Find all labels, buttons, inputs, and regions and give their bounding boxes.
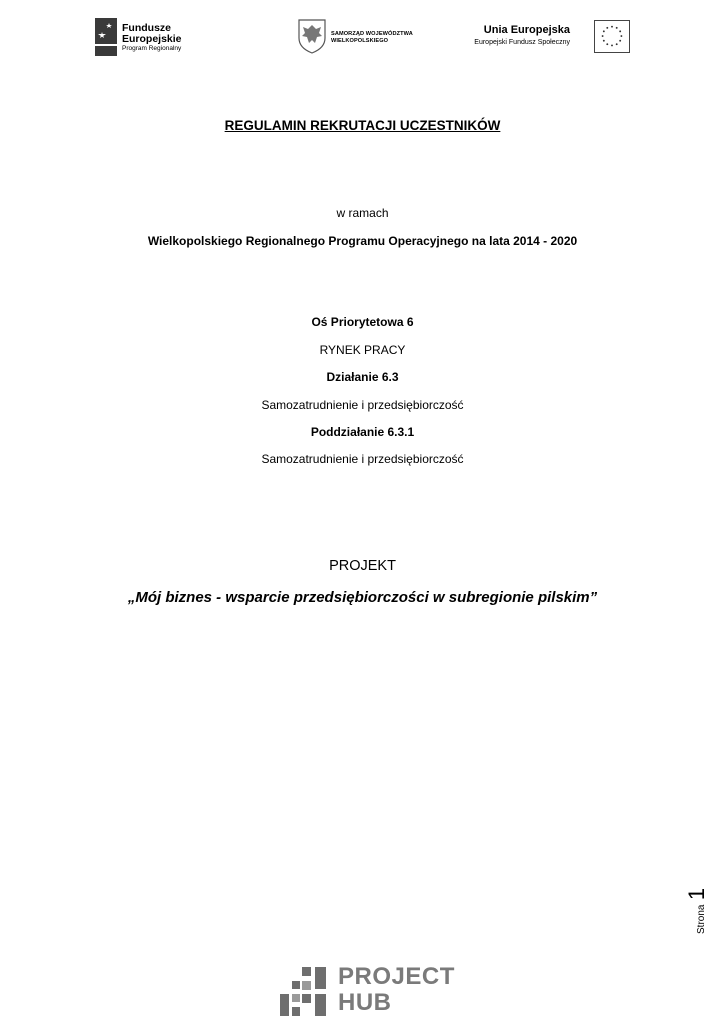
eagle-crest-icon	[297, 18, 327, 54]
fundusze-europejskie-logo	[95, 18, 195, 58]
samorzad-logo	[297, 18, 427, 56]
footer-line1: PROJECT	[338, 963, 455, 990]
project-hub-logo	[280, 963, 455, 1019]
w-ramach-text: w ramach	[336, 206, 389, 220]
ue-title: Unia Europejska	[483, 24, 570, 36]
poddzialanie-name: Samozatrudnienie i przedsiębiorczość	[261, 452, 464, 466]
page-number	[684, 884, 714, 944]
program-name: Wielkopolskiego Regionalnego Programu Operacyjnego na lata 2014 - 2020	[147, 234, 578, 248]
ue-sub: Europejski Fundusz Społeczny	[474, 39, 570, 46]
samorzad-line1: SAMORZĄD WOJEWÓDZTWA	[331, 31, 413, 37]
footer-line2: HUB	[338, 989, 392, 1016]
projekt-name: „Mój biznes - wsparcie przedsiębiorczości w subregionie pilskim”	[127, 589, 598, 606]
fe-logo-line1: Fundusze	[122, 22, 171, 34]
poddzialanie-label: Poddziałanie 6.3.1	[310, 425, 415, 439]
fe-logo-line2: Europejskie	[122, 33, 182, 45]
fe-star-icon	[95, 18, 117, 56]
os-priorytetowa-name: RYNEK PRACY	[319, 343, 406, 357]
eu-flag-icon	[594, 20, 630, 53]
unia-europejska-logo	[460, 20, 630, 56]
document-title: REGULAMIN REKRUTACJI UCZESTNIKÓW	[224, 118, 501, 133]
page-number-value: 1	[684, 887, 709, 901]
dzialanie-name: Samozatrudnienie i przedsiębiorczość	[261, 398, 464, 412]
project-hub-mark-icon	[280, 967, 330, 1017]
fe-logo-sub: Program Regionalny	[122, 45, 182, 52]
page-number-label: Strona	[696, 904, 707, 934]
samorzad-line2: WIELKOPOLSKIEGO	[331, 37, 389, 44]
os-priorytetowa-label: Oś Priorytetowa 6	[311, 315, 414, 329]
projekt-label: PROJEKT	[329, 558, 396, 574]
dzialanie-label: Działanie 6.3	[326, 370, 399, 384]
